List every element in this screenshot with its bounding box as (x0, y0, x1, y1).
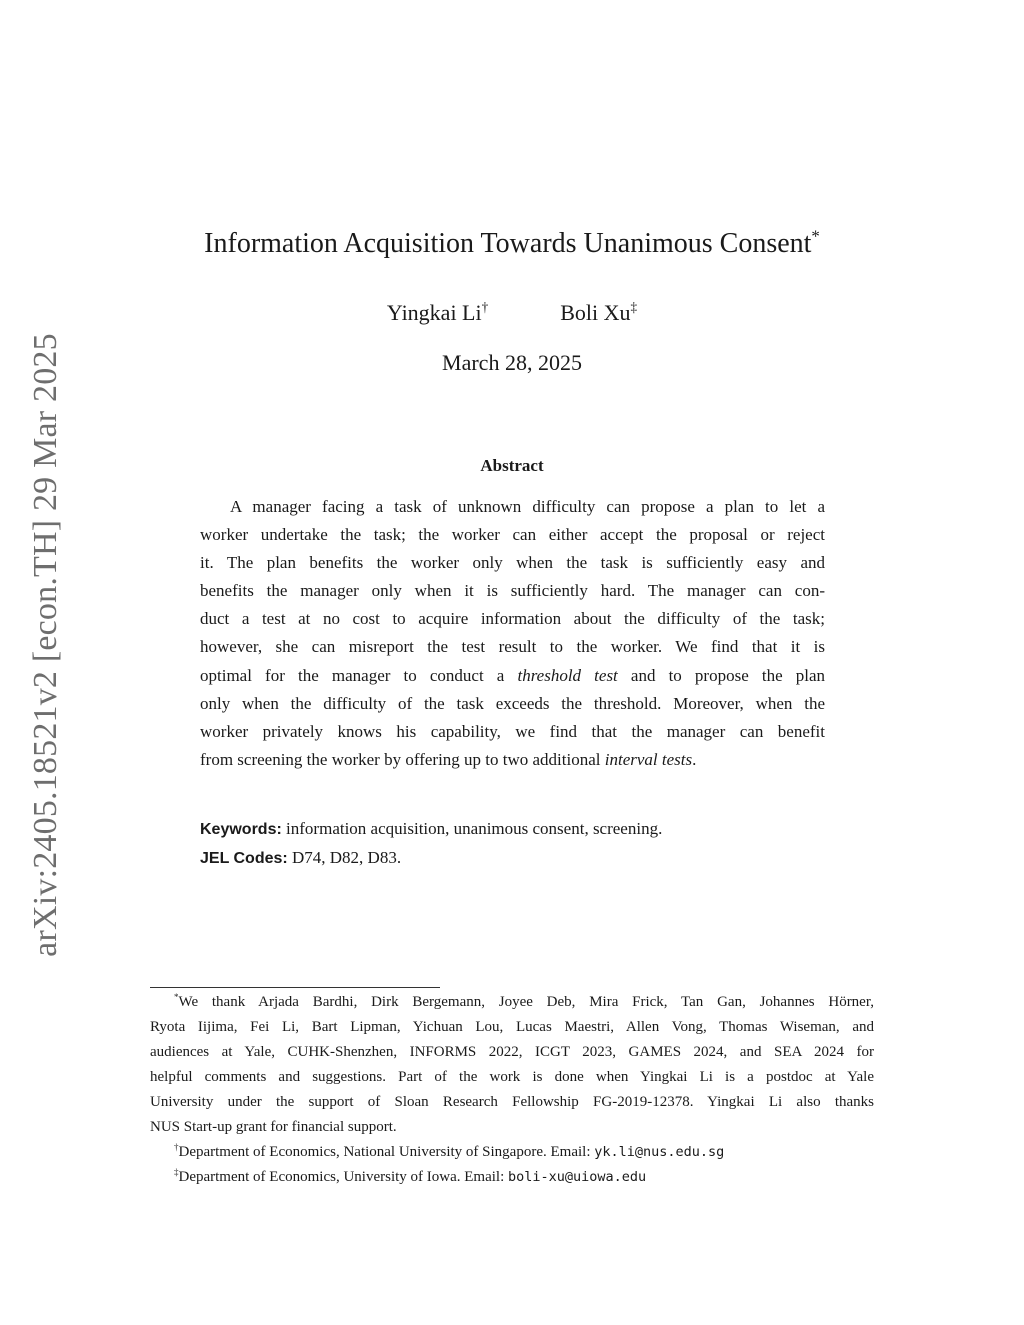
footnote-line: NUS Start-up grant for financial support. (150, 1119, 397, 1135)
title-text: Information Acquisition Towards Unanimous Consent (204, 228, 812, 259)
footnote-rule (150, 987, 440, 988)
abstract-body (200, 493, 825, 774)
footnote-line: *We thank Arjada Bardhi, Dirk Bergemann, Joyee Deb, Mira Frick, Tan Gan, Johannes Hörner, (174, 992, 874, 1010)
author-2 (560, 300, 637, 325)
footnote-mark: * (174, 992, 179, 1002)
abstract-line-emph: optimal for the manager to conduct a threshold test and to propose the plan (200, 665, 826, 685)
abstract-line: worker undertake the task; the worker can either accept the proposal or reject (200, 525, 825, 545)
abstract-line: it. The plan benefits the worker only when the task is sufficiently easy and (200, 553, 825, 573)
keywords-label: Keywords: (200, 821, 282, 838)
abstract-line-emph: from screening the worker by offering up to two additional interval tests. (200, 749, 697, 769)
abstract-line: A manager facing a task of unknown difficulty can propose a plan to let a (230, 497, 825, 516)
abstract-line: only when the difficulty of the task exceeds the threshold. Moreover, when the (200, 693, 825, 713)
footnote-affiliation-2: ‡Department of Economics, University of Iowa. Email: boli-xu@uiowa.edu (174, 1167, 647, 1185)
footnote-line: audiences at Yale, CUHK-Shenzhen, INFORMS 2022, ICGT 2023, GAMES 2024, and SEA 2024 for (150, 1044, 874, 1060)
abstract-line: worker privately knows his capability, we find that the manager can benefit (200, 721, 825, 741)
emphasis-interval-tests: interval tests (604, 749, 693, 769)
paper-title (150, 228, 874, 260)
keywords-value: information acquisition, unanimous consent, screening. (286, 819, 663, 838)
author-footnote-mark: † (481, 299, 489, 315)
author-footnote-mark: ‡ (630, 299, 638, 315)
author-1 (387, 300, 488, 326)
email-link[interactable]: boli-xu@uiowa.edu (508, 1169, 647, 1185)
footnote-line: Ryota Iijima, Fei Li, Bart Lipman, Yichuan Lou, Lucas Maestri, Allen Vong, Thomas Wiseman, and (150, 1019, 874, 1035)
abstract-line: benefits the manager only when it is sufficiently hard. The manager can con- (200, 581, 825, 601)
keywords-block (200, 815, 662, 873)
paper-date: March 28, 2025 (442, 350, 582, 375)
jel-codes-line (200, 844, 662, 873)
author-list (0, 300, 1024, 326)
abstract-line: however, she can misreport the test result to the worker. We find that it is (200, 637, 825, 657)
emphasis-threshold-test: threshold test (517, 665, 618, 685)
keywords-line (200, 815, 662, 844)
author-name: Yingkai Li (386, 300, 482, 325)
arxiv-sidebar-stamp (26, 332, 66, 958)
arxiv-id: arXiv:2405.18521v2 [econ.TH] 29 Mar 2025 (27, 333, 64, 957)
email-link[interactable]: yk.li@nus.edu.sg (594, 1144, 725, 1160)
author-name: Boli Xu (560, 300, 631, 325)
footnote-affiliation-1: †Department of Economics, National University of Singapore. Email: yk.li@nus.edu.sg (174, 1142, 725, 1160)
footnote-line: helpful comments and suggestions. Part of the work is done when Yingkai Li is a postdoc at Yale (150, 1069, 874, 1085)
title-footnote-mark: * (811, 226, 820, 246)
abstract-heading: Abstract (480, 456, 544, 475)
footnote-line: University under the support of Sloan Research Fellowship FG-2019-12378. Yingkai Li also thanks (150, 1094, 874, 1110)
footnotes (150, 990, 874, 1190)
jel-label: JEL Codes: (200, 850, 288, 867)
abstract-line: duct a test at no cost to acquire information about the difficulty of the task; (200, 609, 825, 629)
footnote-mark: ‡ (174, 1167, 179, 1177)
jel-value: D74, D82, D83. (291, 848, 402, 867)
footnote-acknowledgements (150, 990, 874, 1140)
footnote-mark: † (174, 1142, 179, 1152)
